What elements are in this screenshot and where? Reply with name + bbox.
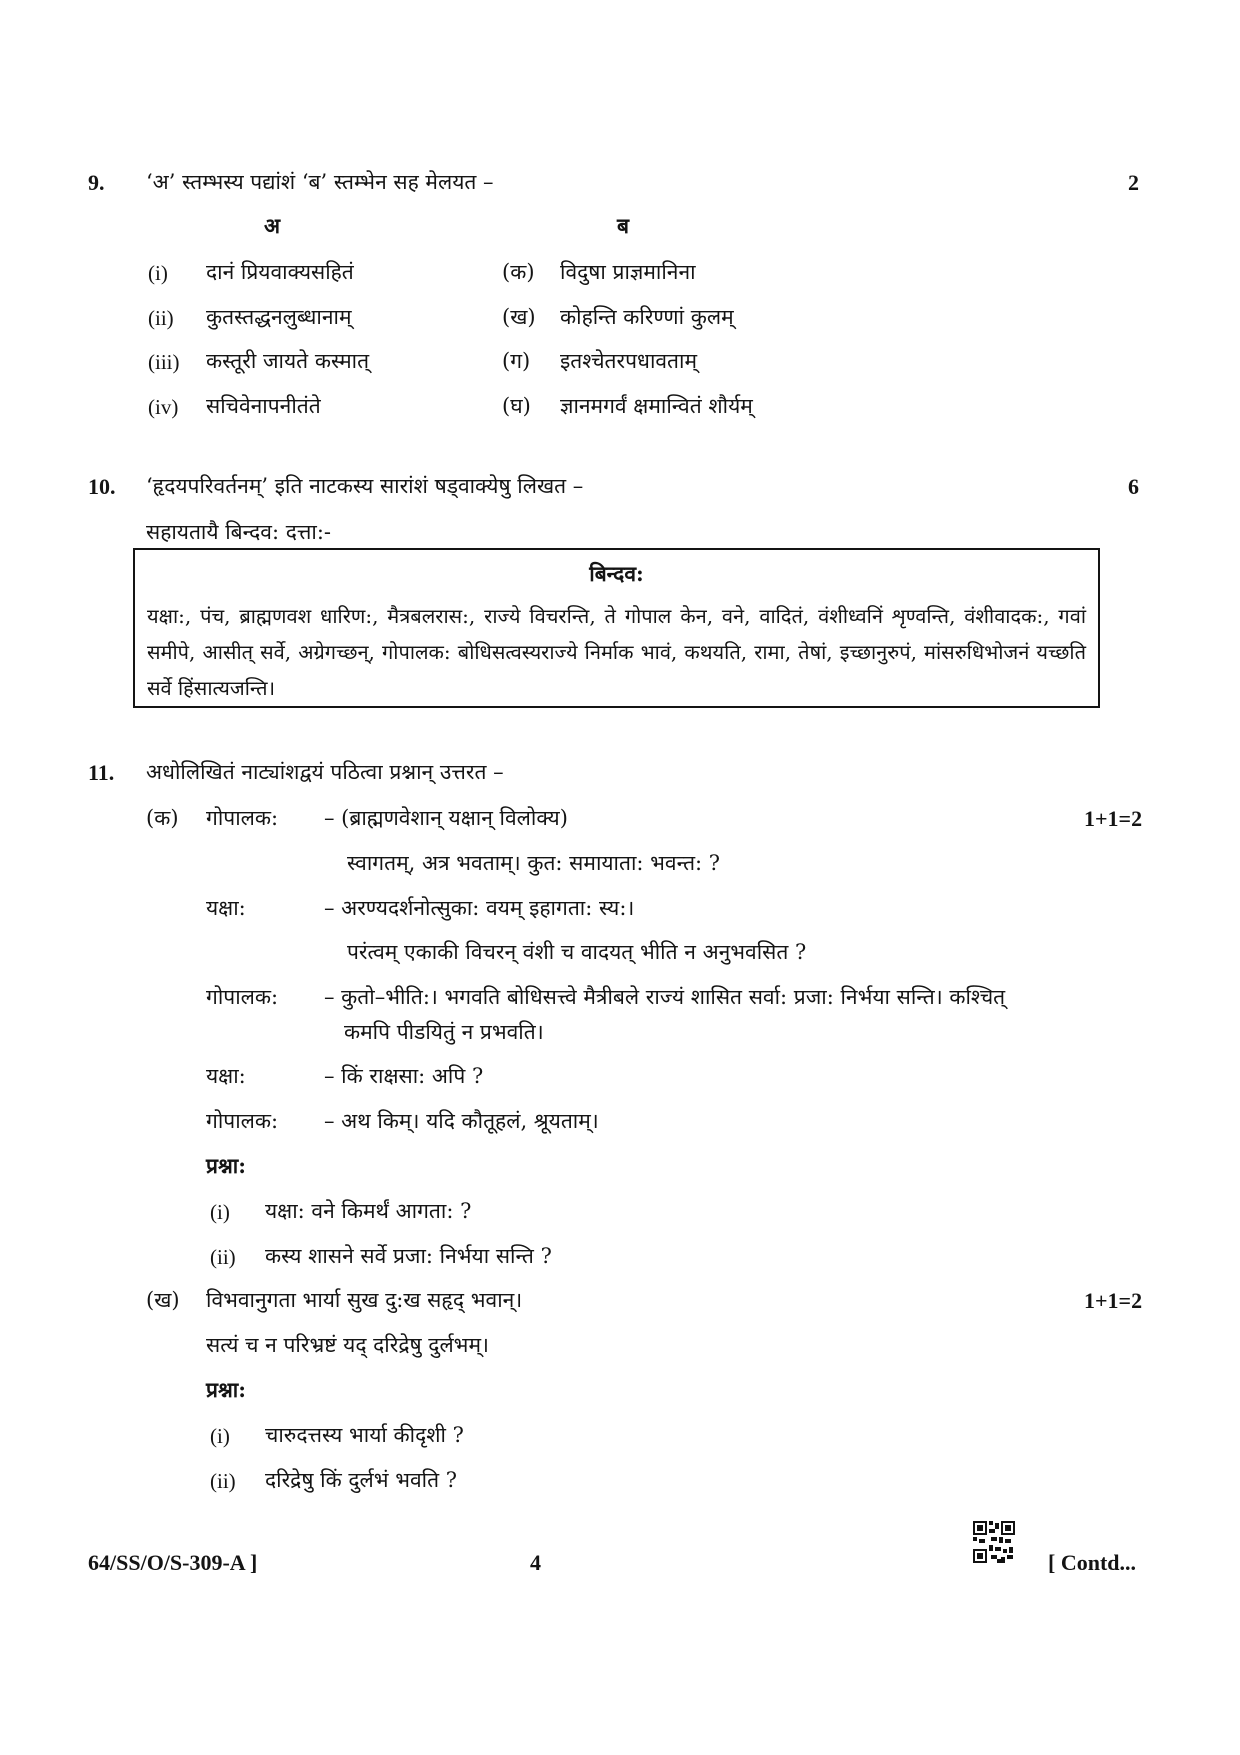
questions-label: प्रश्ना: bbox=[206, 1153, 246, 1178]
question-marks: 6 bbox=[1128, 474, 1139, 499]
part-label: (ख) bbox=[146, 1288, 180, 1312]
column-b-number: (क) bbox=[502, 260, 535, 284]
column-b-number: (घ) bbox=[502, 394, 531, 418]
column-a-item: दानं प्रियवाक्यसहितं bbox=[206, 260, 354, 284]
dialogue-line: – (ब्राह्मणवेशान् यक्षान् विलोक्य) bbox=[324, 806, 568, 830]
question-text: अधोलिखितं नाट्यांशद्वयं पठित्वा प्रश्नान् उत्तरत – bbox=[146, 760, 504, 784]
column-b-item: कोहन्ति करिण्णां कुलम् bbox=[560, 305, 734, 329]
sub-question-number: (ii) bbox=[210, 1245, 236, 1269]
column-b-number: (ग) bbox=[502, 349, 531, 373]
dialogue-line: – कुतो–भीति:। भगवति बोधिसत्त्वे मैत्रीबले राज्यं शासित सर्वा: प्रजा: निर्भया सन्ति। कश्चित् bbox=[324, 985, 1006, 1009]
column-b-item: इतश्चेतरपधावताम् bbox=[560, 349, 698, 373]
verse-line: विभवानुगता भार्या सुख दु:ख सहृद् भवान्। bbox=[206, 1288, 523, 1312]
sub-question-number: (i) bbox=[210, 1424, 230, 1448]
paper-code: 64/SS/O/S-309-A ] bbox=[88, 1550, 258, 1575]
verse-line: सत्यं च न परिभ्रष्टं यद् दरिद्रेषु दुर्लभम्। bbox=[206, 1333, 489, 1357]
question-text: ‘हृदयपरिवर्तनम्’ इति नाटकस्य सारांशं षड्वाक्येषु लिखत – bbox=[146, 474, 584, 498]
sub-question-number: (ii) bbox=[210, 1469, 236, 1493]
speaker: गोपालक: bbox=[206, 1109, 279, 1133]
qr-code-icon bbox=[973, 1521, 1015, 1563]
column-a-item: सचिवेनापनीतंते bbox=[206, 394, 321, 418]
questions-label: प्रश्ना: bbox=[206, 1377, 246, 1402]
dialogue-line: परंत्वम् एकाकी विचरन् वंशी च वादयत् भीति न अनुभवसित ? bbox=[347, 940, 807, 964]
speaker: गोपालक: bbox=[206, 806, 279, 830]
row-number: (ii) bbox=[148, 306, 174, 330]
part-marks: 1+1=2 bbox=[1084, 1288, 1143, 1313]
column-a-item: कुतस्तद्धनलुब्धानाम् bbox=[206, 305, 352, 329]
question-number: 9. bbox=[88, 170, 105, 195]
page-number: 4 bbox=[530, 1550, 541, 1575]
column-a-item: कस्तूरी जायते कस्मात् bbox=[206, 349, 370, 373]
question-marks: 2 bbox=[1128, 170, 1139, 195]
sub-question-text: चारुदत्तस्य भार्या कीदृशी ? bbox=[265, 1423, 464, 1447]
speaker: यक्षा: bbox=[206, 1064, 246, 1088]
column-b-item: ज्ञानमगर्वं क्षमान्वितं शौर्यम् bbox=[560, 394, 753, 418]
points-box bbox=[133, 548, 1100, 708]
part-label: (क) bbox=[146, 806, 179, 830]
dialogue-line: – अरण्यदर्शनोत्सुका: वयम् इहागता: स्य:। bbox=[324, 896, 635, 920]
sub-question-text: दरिद्रेषु किं दुर्लभं भवति ? bbox=[265, 1468, 457, 1492]
sub-question-text: यक्षा: वने किमर्थं आगता: ? bbox=[265, 1199, 472, 1223]
hint-text: सहायतायै बिन्दव: दत्ता:- bbox=[146, 520, 331, 544]
sub-question-text: कस्य शासने सर्वे प्रजा: निर्भया सन्ति ? bbox=[265, 1244, 552, 1268]
row-number: (iii) bbox=[148, 350, 180, 374]
question-number: 10. bbox=[88, 474, 116, 499]
column-b-header: ब bbox=[617, 213, 629, 238]
dialogue-line: – किं राक्षसा: अपि ? bbox=[324, 1064, 484, 1088]
dialogue-line: स्वागतम्, अत्र भवताम्। कुत: समायाता: भवन्त: ? bbox=[347, 851, 721, 875]
column-b-item: विदुषा प्राज्ञमानिना bbox=[560, 260, 696, 284]
part-marks: 1+1=2 bbox=[1084, 806, 1143, 831]
points-box-title: बिन्दव: bbox=[589, 561, 644, 586]
column-b-number: (ख) bbox=[502, 305, 536, 329]
row-number: (iv) bbox=[148, 395, 179, 419]
row-number: (i) bbox=[148, 261, 168, 285]
question-text: ‘अ’ स्तम्भस्य पद्यांशं ‘ब’ स्तम्भेन सह मेलयत – bbox=[146, 170, 494, 194]
continued-label: [ Contd... bbox=[1048, 1550, 1137, 1575]
dialogue-line: कमपि पीडयितुं न प्रभवति। bbox=[344, 1020, 544, 1044]
points-box-text: यक्षा:, पंच, ब्राह्मणवश धारिण:, मैत्रबलरास:, राज्ये विचरन्ति, ते गोपाल केन, वने, वादितं, वंशीध्वनिं शृण्वन्ति, वंशीवादक:, गवां समीपे, आसीत् सर्वे, अग्रेगच्छन्, गोपालक: बोधिसत्वस्यराज्ये निर्माक भावं, कथयति, रामा, तेषां, इच्छानुरुपं, मांसरुधिभोजनं यच्छति सर्वे हिंसात्यजन्ति। bbox=[147, 604, 1086, 700]
dialogue-line: – अथ किम्। यदि कौतूहलं, श्रूयताम्। bbox=[324, 1109, 599, 1133]
speaker: यक्षा: bbox=[206, 896, 246, 920]
question-number: 11. bbox=[88, 760, 115, 785]
sub-question-number: (i) bbox=[210, 1200, 230, 1224]
speaker: गोपालक: bbox=[206, 985, 279, 1009]
column-a-header: अ bbox=[264, 213, 281, 238]
